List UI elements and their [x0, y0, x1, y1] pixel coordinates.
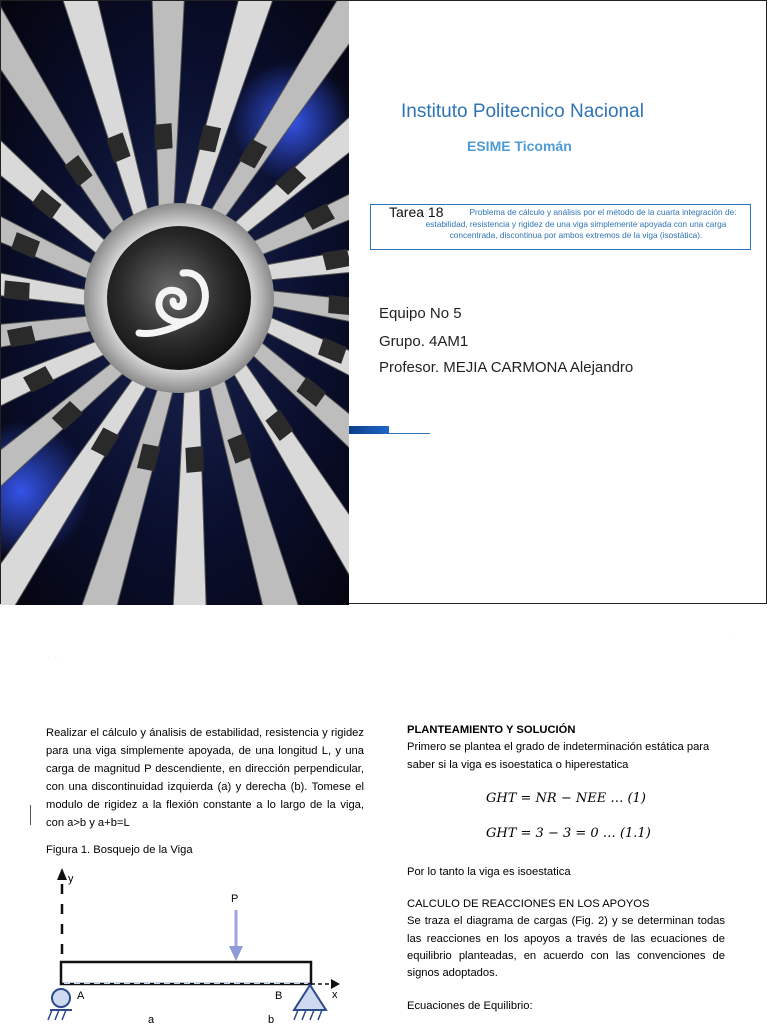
load-label: P [231, 893, 239, 905]
figure-title: Figura 1. Bosquejo de la Viga [46, 844, 193, 856]
turbine-graphic [1, 1, 349, 605]
beam-sketch [40, 864, 360, 1024]
blade-slot [328, 295, 349, 315]
blade-slot [185, 446, 203, 473]
professor-label: Profesor. MEJIA CARMONA Alejandro [379, 359, 634, 376]
roller-support-b-icon [294, 985, 326, 1010]
accent-line [389, 433, 430, 434]
blade-slot [154, 123, 172, 150]
equation-1: GHT = NR − NEE … (1) [486, 791, 646, 806]
y-axis-arrow-icon [57, 868, 67, 880]
dimension-a-label: a [148, 1014, 155, 1024]
task-description: Problema de cálculo y análisis por el método de la cuarta integración de: estabilidad, resistencia y rigidez de una viga simplemente apoyada con una carga concentrada, discontinua por ambos extremos de la viga (isostática). [425, 207, 737, 240]
support-b-label: B [275, 990, 283, 1002]
turbine-engine-image [1, 1, 349, 605]
conclusion-text: Por lo tanto la viga es isoestatica [407, 866, 571, 878]
equation-1-1: GHT = 3 − 3 = 0 … (1.1) [486, 826, 651, 841]
text-cursor [30, 805, 31, 825]
intro-text: Primero se plantea el grado de indeterminación estática para saber si la viga es isoestatica o hiperestatica [407, 741, 710, 771]
group-label: Grupo. 4AM1 [379, 333, 469, 350]
dimension-b-label: b [268, 1014, 275, 1024]
pin-support-a-icon [52, 989, 70, 1007]
faint-corner-mark: · [732, 634, 735, 643]
y-axis-label: y [68, 873, 74, 885]
x-axis-arrow-icon [331, 979, 340, 989]
reactions-section [407, 896, 725, 982]
beam [61, 962, 311, 984]
heading-reacciones: CALCULO DE REACCIONES EN LOS APOYOS [407, 898, 650, 910]
accent-bar [349, 426, 389, 434]
school-subtitle: ESIME Ticomán [467, 138, 572, 154]
task-title: Tarea 18 [389, 204, 444, 220]
institution-title: Instituto Politecnico Nacional [401, 101, 644, 122]
support-a-label: A [77, 990, 85, 1002]
x-axis-label: x [332, 989, 338, 1001]
load-arrow-icon [229, 946, 243, 961]
faint-header-mark: · · [47, 652, 59, 662]
heading-planteamiento: PLANTEAMIENTO Y SOLUCIÓN [407, 724, 576, 736]
team-label: Equipo No 5 [379, 305, 462, 322]
reactions-text: Se traza el diagrama de cargas (Fig. 2) y se determinan todas las reacciones en los apoyos a través de las ecuaciones de equilibrio planteadas, en acuerdo con las convenciones de signos adoptados. [407, 915, 725, 980]
blade-slot [4, 281, 30, 301]
heading-equilibrio: Ecuaciones de Equilibrio: [407, 1000, 533, 1012]
problem-statement: Realizar el cálculo y ánalisis de estabilidad, resistencia y rigidez para una viga simplemente apoyada, de una longitud L, y una carga de magnitud P descendiente, en dirección perpendicular, con una discontinuidad izquierda (a) y derecha (b). Tomese el modulo de rigidez a la flexión constante a lo largo de la viga, con a>b y a+b=L [46, 727, 364, 829]
solution-intro [407, 722, 725, 774]
